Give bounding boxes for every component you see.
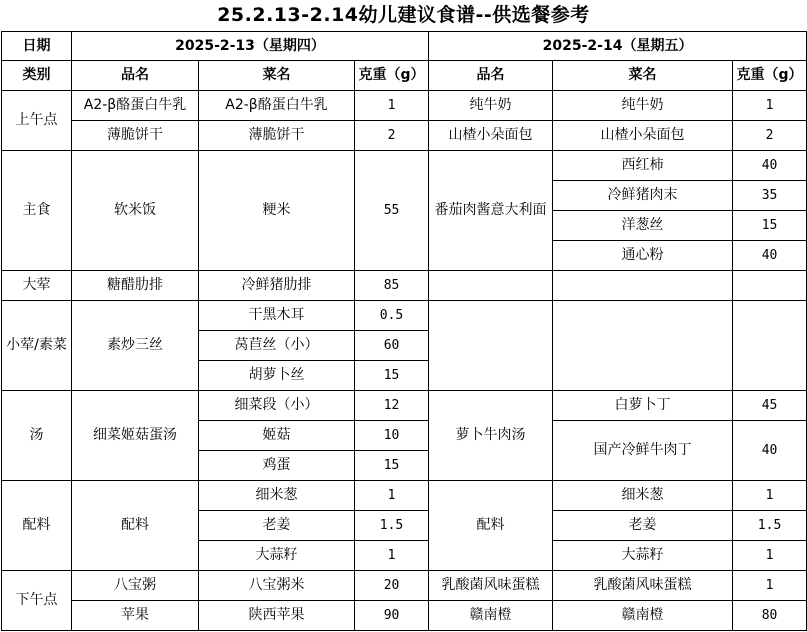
day1-weight-cell: 1: [355, 541, 429, 571]
day1-ingredient-cell: 老姜: [199, 511, 355, 541]
day1-ingredient-cell: 干黑木耳: [199, 301, 355, 331]
day1-ingredient-cell: 冷鲜猪肋排: [199, 271, 355, 301]
empty-cell: [429, 271, 553, 301]
day1-dish-cell: A2-β酪蛋白牛乳: [72, 91, 199, 121]
day2-weight-cell: 40: [733, 421, 807, 481]
day2-weight-cell: 1: [733, 571, 807, 601]
day2-weight-cell: 2: [733, 121, 807, 151]
day2-weight-cell: 40: [733, 241, 807, 271]
day1-ingredient-cell: 薄脆饼干: [199, 121, 355, 151]
day1-weight-cell: 15: [355, 451, 429, 481]
date-label-cell: 日期: [2, 32, 72, 61]
day1-ingredient-cell: 胡萝卜丝: [199, 361, 355, 391]
day2-dish-header: 品名: [429, 61, 553, 91]
day2-ingredient-cell: 冷鲜猪肉末: [553, 181, 733, 211]
date-header-row: [2, 32, 807, 61]
day2-dish-cell: 山楂小朵面包: [429, 121, 553, 151]
day1-weight-cell: 1: [355, 481, 429, 511]
day2-dish-cell: 萝卜牛肉汤: [429, 391, 553, 481]
day1-weight-header: 克重（g）: [355, 61, 429, 91]
day1-dish-cell: 糖醋肋排: [72, 271, 199, 301]
category-cell-staple: 主食: [2, 151, 72, 271]
table-row: [2, 121, 807, 151]
table-row: [2, 391, 807, 421]
day2-weight-cell: 1: [733, 541, 807, 571]
day2-weight-cell: 80: [733, 601, 807, 631]
day1-weight-cell: 85: [355, 271, 429, 301]
column-header-row: [2, 61, 807, 91]
table-row: [2, 301, 807, 331]
sheet-title: 25.2.13-2.14幼儿建议食谱--供选餐参考: [217, 4, 590, 26]
table-row: [2, 571, 807, 601]
day2-ingredient-cell: 大蒜籽: [553, 541, 733, 571]
day2-ingredient-cell: 通心粉: [553, 241, 733, 271]
empty-cell: [733, 301, 807, 391]
day2-ingredient-cell: 白萝卜丁: [553, 391, 733, 421]
day2-weight-cell: 1: [733, 91, 807, 121]
day2-ingredient-cell: 老姜: [553, 511, 733, 541]
day2-weight-cell: 1: [733, 481, 807, 511]
day2-ingredient-cell: 国产冷鲜牛肉丁: [553, 421, 733, 481]
day1-weight-cell: 12: [355, 391, 429, 421]
day2-ingredient-cell: 细米葱: [553, 481, 733, 511]
day1-ingredient-cell: 陕西苹果: [199, 601, 355, 631]
category-cell-main-meat: 大荤: [2, 271, 72, 301]
day1-weight-cell: 0.5: [355, 301, 429, 331]
day1-ingredient-cell: 大蒜籽: [199, 541, 355, 571]
day2-weight-cell: 15: [733, 211, 807, 241]
table-row: [2, 91, 807, 121]
day1-weight-cell: 15: [355, 361, 429, 391]
day1-date-cell: 2025-2-13（星期四）: [72, 32, 429, 61]
day1-weight-cell: 90: [355, 601, 429, 631]
empty-cell: [553, 271, 733, 301]
day1-ingredient-cell: 八宝粥米: [199, 571, 355, 601]
category-cell-condiments: 配料: [2, 481, 72, 571]
day2-dish-cell: 番茄肉酱意大利面: [429, 151, 553, 271]
day2-dish-cell: 纯牛奶: [429, 91, 553, 121]
day2-weight-cell: 35: [733, 181, 807, 211]
day2-ingredient-cell: 赣南橙: [553, 601, 733, 631]
day1-ingredient-cell: 细菜段（小）: [199, 391, 355, 421]
day1-ingredient-cell: 粳米: [199, 151, 355, 271]
day2-weight-header: 克重（g）: [733, 61, 807, 91]
day2-weight-cell: 45: [733, 391, 807, 421]
day1-dish-cell: 细菜姬菇蛋汤: [72, 391, 199, 481]
day2-dish-cell: 乳酸菌风味蛋糕: [429, 571, 553, 601]
day1-ingredient-cell: 莴苣丝（小）: [199, 331, 355, 361]
day2-ingredient-cell: 山楂小朵面包: [553, 121, 733, 151]
day1-ingredient-cell: A2-β酪蛋白牛乳: [199, 91, 355, 121]
category-cell-afternoon-snack: 下午点: [2, 571, 72, 631]
day1-weight-cell: 60: [355, 331, 429, 361]
table-row: [2, 481, 807, 511]
day1-ingredient-cell: 细米葱: [199, 481, 355, 511]
day1-weight-cell: 2: [355, 121, 429, 151]
day2-ingredient-cell: 乳酸菌风味蛋糕: [553, 571, 733, 601]
empty-cell: [733, 271, 807, 301]
day1-dish-cell: 素炒三丝: [72, 301, 199, 391]
table-row: [2, 601, 807, 631]
day2-ingredient-cell: 西红柿: [553, 151, 733, 181]
day1-ingredient-cell: 鸡蛋: [199, 451, 355, 481]
empty-cell: [429, 301, 553, 391]
empty-cell: [553, 301, 733, 391]
day2-date-cell: 2025-2-14（星期五）: [429, 32, 807, 61]
category-header: 类别: [2, 61, 72, 91]
day2-dish-cell: 配料: [429, 481, 553, 571]
category-cell-side-dish: 小荤/素菜: [2, 301, 72, 391]
day1-dish-cell: 八宝粥: [72, 571, 199, 601]
day2-ingredient-cell: 纯牛奶: [553, 91, 733, 121]
category-cell-morning-snack: 上午点: [2, 91, 72, 151]
day1-dish-cell: 苹果: [72, 601, 199, 631]
day1-weight-cell: 20: [355, 571, 429, 601]
day1-dish-cell: 配料: [72, 481, 199, 571]
day1-dish-cell: 软米饭: [72, 151, 199, 271]
day2-dish-cell: 赣南橙: [429, 601, 553, 631]
category-cell-soup: 汤: [2, 391, 72, 481]
day1-dish-header: 品名: [72, 61, 199, 91]
table-row: [2, 151, 807, 181]
table-row: [2, 271, 807, 301]
day2-ingredient-cell: 洋葱丝: [553, 211, 733, 241]
day1-weight-cell: 10: [355, 421, 429, 451]
day1-ingredient-cell: 姬菇: [199, 421, 355, 451]
day2-weight-cell: 40: [733, 151, 807, 181]
day1-ingredient-header: 菜名: [199, 61, 355, 91]
day2-weight-cell: 1.5: [733, 511, 807, 541]
day1-dish-cell: 薄脆饼干: [72, 121, 199, 151]
day2-ingredient-header: 菜名: [553, 61, 733, 91]
day1-weight-cell: 55: [355, 151, 429, 271]
day1-weight-cell: 1: [355, 91, 429, 121]
menu-table: [1, 31, 807, 631]
day1-weight-cell: 1.5: [355, 511, 429, 541]
